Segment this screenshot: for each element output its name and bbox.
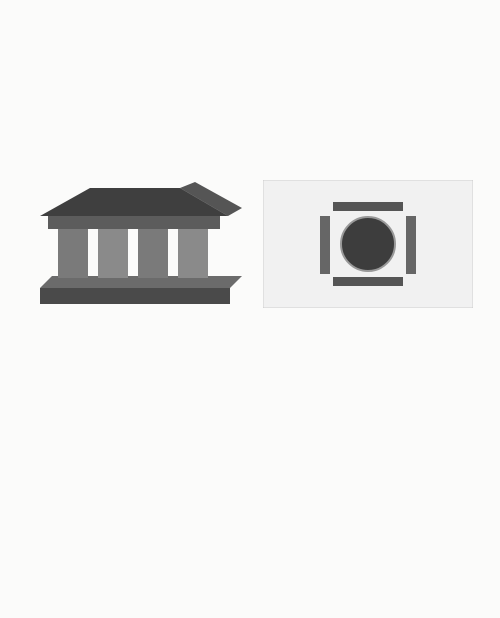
pillars	[58, 228, 208, 278]
left-figure-diagram	[30, 180, 245, 310]
right-figure-diagram	[263, 180, 473, 308]
base-slab-front	[40, 288, 230, 304]
beam	[48, 216, 220, 229]
pillar-3	[138, 228, 168, 278]
pillar-1	[58, 228, 88, 278]
center-right-box	[406, 216, 416, 274]
center-bottom-box	[333, 277, 403, 286]
center-circle	[341, 217, 395, 271]
pillar-4	[178, 228, 208, 278]
pillar-2	[98, 228, 128, 278]
center-top-box	[333, 202, 403, 211]
center-left-box	[320, 216, 330, 274]
